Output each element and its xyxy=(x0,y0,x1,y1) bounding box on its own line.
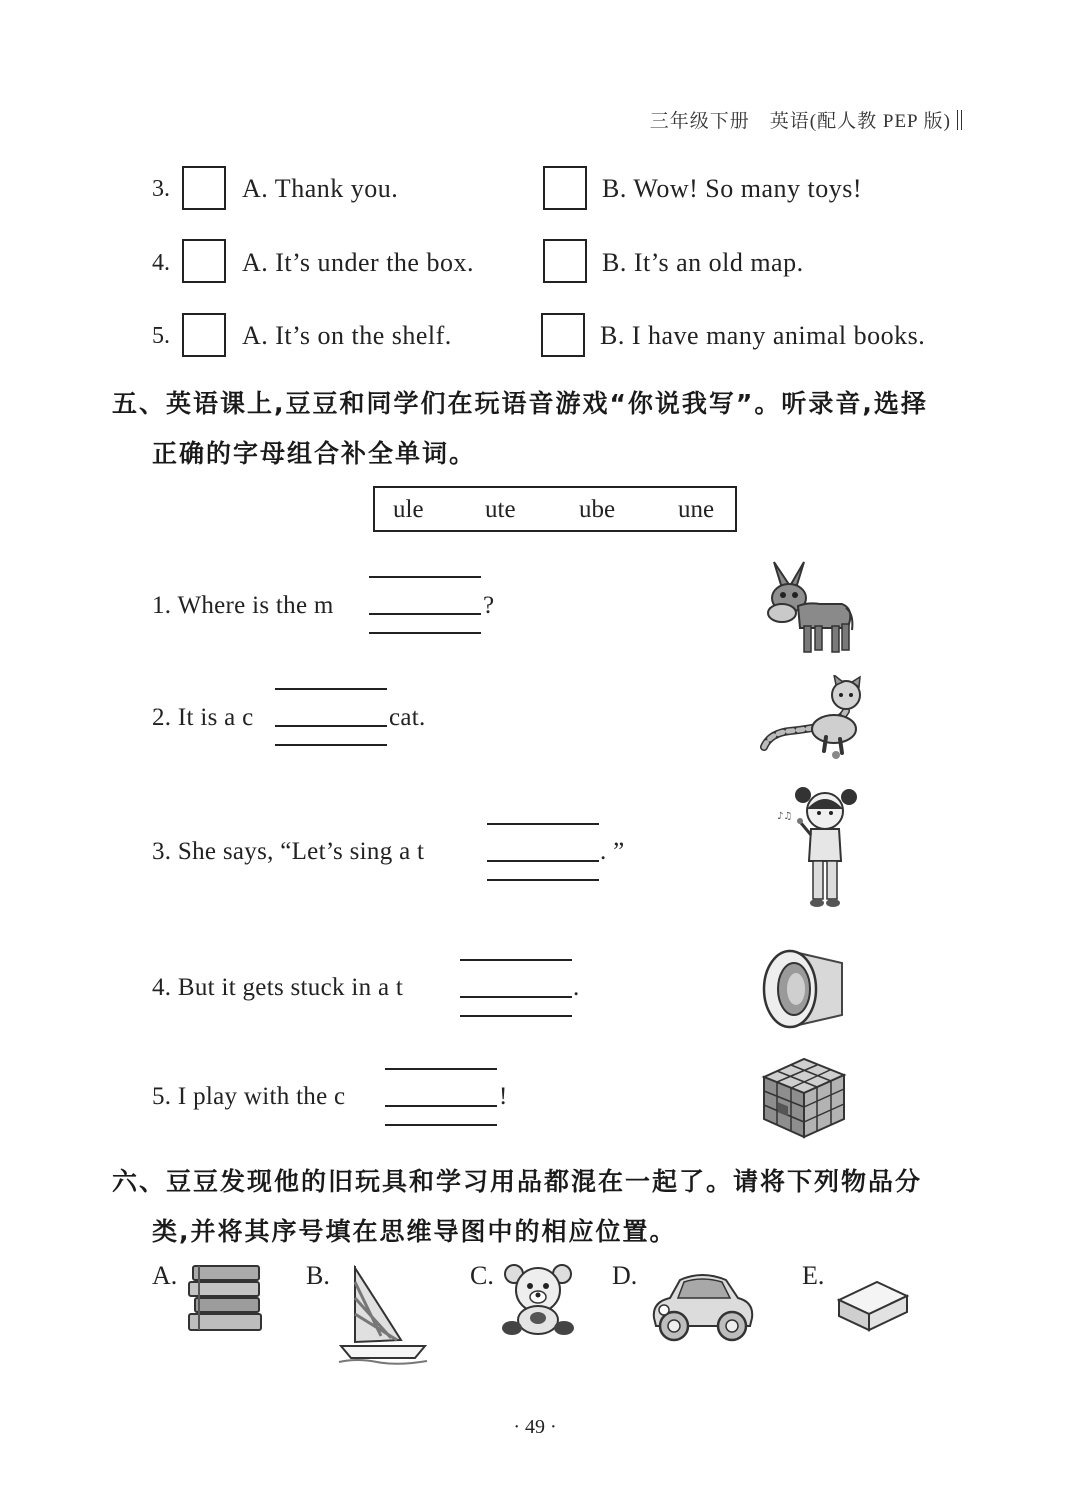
option-b: B. Wow! So many toys! xyxy=(602,174,862,203)
page-header xyxy=(650,106,962,133)
eraser-picture xyxy=(835,1270,911,1334)
sailboat-picture xyxy=(337,1262,431,1368)
svg-text:♪♫: ♪♫ xyxy=(777,811,793,822)
sentence-start: 3. She says, “Let’s sing a t xyxy=(152,838,425,865)
section-6-title-line2: 类,并将其序号填在思维导图中的相应位置。 xyxy=(152,1217,677,1246)
item-letter-d: D. xyxy=(612,1261,638,1290)
books-picture xyxy=(185,1262,265,1334)
item-letter-e: E. xyxy=(802,1261,825,1290)
singing-girl-picture xyxy=(775,785,860,910)
choice-ute: ute xyxy=(485,496,516,523)
choice-une: une xyxy=(678,496,715,523)
sentence-end: ? xyxy=(483,592,495,619)
answer-box[interactable] xyxy=(541,313,585,357)
letter-combination-box xyxy=(373,486,737,532)
sentence-start: 5. I play with the c xyxy=(152,1083,346,1110)
section-5-title-line2: 正确的字母组合补全单词。 xyxy=(152,439,477,468)
section-5-title-line1: 五、英语课上,豆豆和同学们在玩语音游戏“你说我写”。听录音,选择 xyxy=(112,389,928,418)
section-6-title-line1: 六、豆豆发现他的旧玩具和学习用品都混在一起了。请将下列物品分 xyxy=(112,1167,923,1196)
item-number: 4. xyxy=(152,250,170,276)
writing-lines[interactable] xyxy=(385,1068,497,1126)
toy-car-picture xyxy=(646,1268,758,1348)
header-divider xyxy=(957,110,962,130)
teddy-bear-picture xyxy=(500,1262,576,1338)
item-letter-a: A. xyxy=(152,1261,178,1290)
option-b: B. I have many animal books. xyxy=(600,321,926,350)
option-b: B. It’s an old map. xyxy=(602,248,804,277)
tube-picture xyxy=(760,945,850,1033)
donkey-picture xyxy=(760,558,855,656)
sentence-start: 1. Where is the m xyxy=(152,592,334,619)
writing-lines[interactable] xyxy=(369,576,481,634)
choice-ube: ube xyxy=(579,496,616,523)
option-a: A. Thank you. xyxy=(242,174,399,203)
item-letter-c: C. xyxy=(470,1261,494,1290)
page-number: · 49 · xyxy=(513,1416,557,1438)
sentence-end: ! xyxy=(499,1083,508,1110)
choice-ule: ule xyxy=(393,496,424,523)
sentence-end: cat. xyxy=(389,704,426,731)
answer-box[interactable] xyxy=(543,239,587,283)
sentence-end: . ” xyxy=(600,838,625,865)
answer-box[interactable] xyxy=(182,166,226,210)
answer-box[interactable] xyxy=(543,166,587,210)
writing-lines[interactable] xyxy=(460,959,572,1017)
item-number: 5. xyxy=(152,323,170,349)
cat-picture xyxy=(760,675,866,763)
cube-picture xyxy=(760,1055,848,1139)
writing-lines[interactable] xyxy=(487,823,599,881)
answer-box[interactable] xyxy=(182,239,226,283)
answer-box[interactable] xyxy=(182,313,226,357)
sentence-start: 2. It is a c xyxy=(152,704,254,731)
item-number: 3. xyxy=(152,176,170,202)
option-a: A. It’s under the box. xyxy=(242,248,474,277)
header-text: 三年级下册 英语(配人教 PEP 版) xyxy=(649,111,951,132)
option-a: A. It’s on the shelf. xyxy=(242,321,452,350)
sentence-start: 4. But it gets stuck in a t xyxy=(152,974,404,1001)
writing-lines[interactable] xyxy=(275,688,387,746)
item-letter-b: B. xyxy=(306,1261,330,1290)
sentence-end: . xyxy=(573,974,580,1001)
